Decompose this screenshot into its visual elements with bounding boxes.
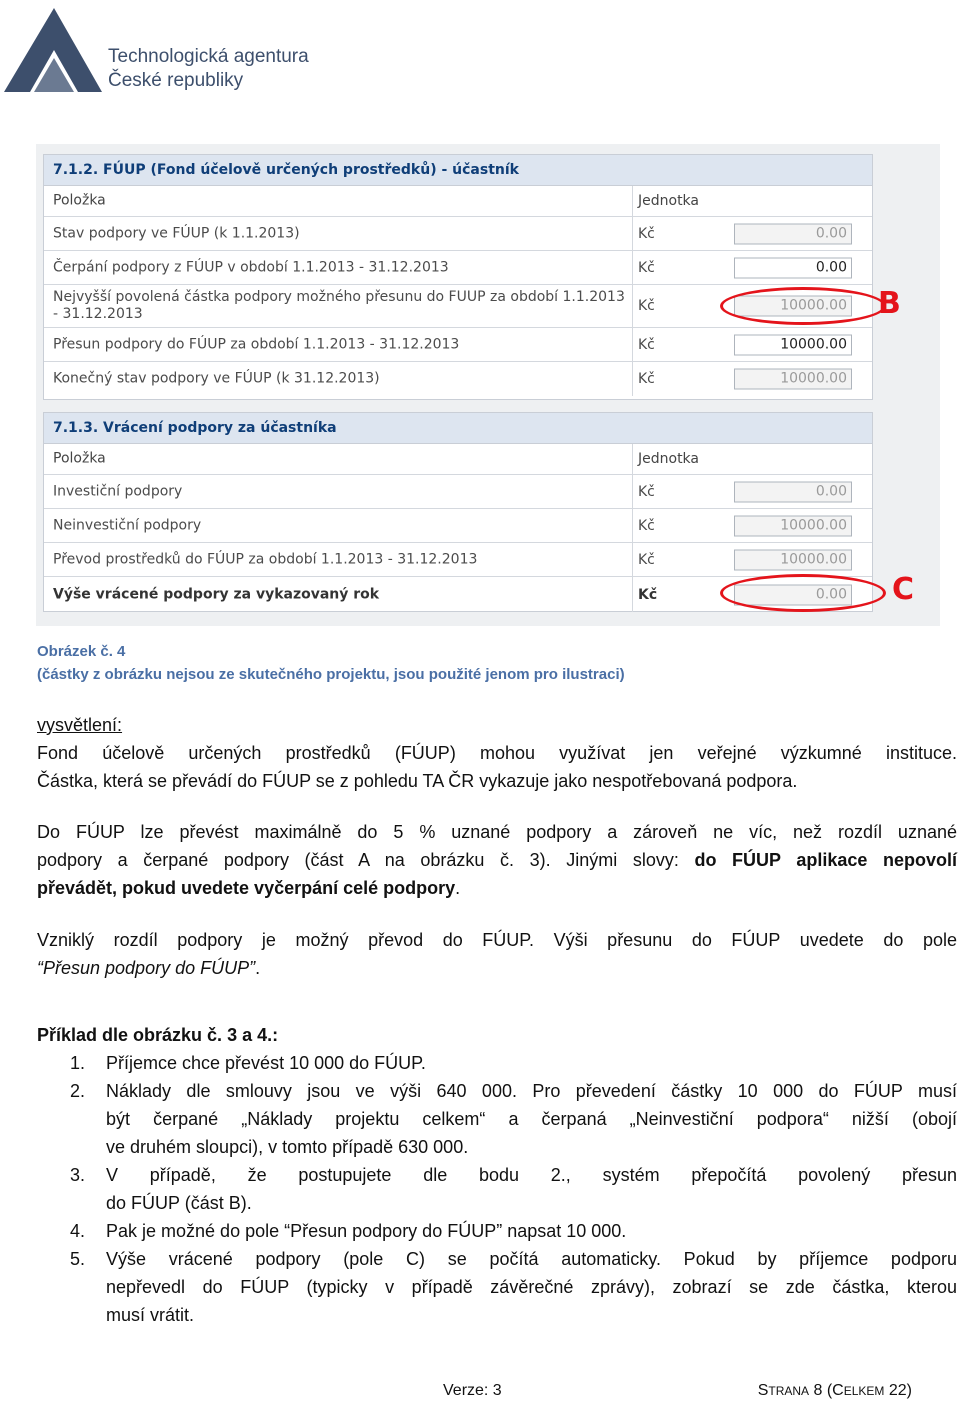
list-item — [37, 1245, 957, 1329]
list-line: být čerpané „Náklady projektu celkem“ a čerpaná „Neinvestiční podpora“ nižší (obojí — [106, 1109, 957, 1129]
list-line: do FÚUP (část B). — [106, 1193, 252, 1213]
footer-paren: ( — [826, 1382, 833, 1399]
vraceni-row — [44, 543, 872, 577]
explanation-p1-line2: Částka, která se převádí do FÚUP se z pohledu TA ČR vykazuje jako nespotřebovaná podpora. — [37, 771, 798, 791]
row-value-input[interactable]: 0.00 — [734, 257, 852, 278]
row-label: Stav podpory ve FÚUP (k 1.1.2013) — [53, 225, 300, 241]
row-unit: Kč — [632, 475, 728, 508]
row-label: Výše vrácené podpory za vykazovaný rok — [53, 586, 380, 602]
row-unit: Kč — [632, 217, 728, 250]
explanation-p1-line1: Fond účelově určených prostředků (FÚUP) mohou využívat jen veřejné výzkumné instituce. — [37, 743, 957, 763]
panel-fuup-title: 7.1.2. FÚUP (Fond účelově určených prostředků) - účastník — [44, 155, 872, 186]
form-screenshot — [36, 144, 940, 626]
fuup-row — [44, 251, 872, 285]
explanation-heading: vysvětlení: — [37, 715, 123, 735]
header-unit: Jednotka — [632, 186, 728, 216]
row-value-field: 10000.00 — [734, 515, 852, 536]
logo-triangle-icon — [4, 6, 104, 96]
example-list — [37, 1049, 957, 1329]
highlight-ring-c — [720, 574, 886, 612]
row-label: Neinvestiční podpory — [53, 517, 202, 533]
list-item — [37, 1077, 957, 1161]
fuup-row — [44, 362, 872, 396]
list-number: 3. — [70, 1165, 86, 1185]
vraceni-row — [44, 475, 872, 509]
row-unit: Kč — [632, 251, 728, 284]
row-unit: Kč — [632, 362, 728, 396]
row-label: Investiční podpory — [53, 483, 183, 499]
explanation-p2-line1: Do FÚUP lze převést maximálně do 5 % uznané podpory a zároveň ne víc, než rozdíl uznané — [37, 822, 957, 842]
list-number: 1. — [70, 1053, 86, 1073]
footer-page — [758, 1382, 912, 1400]
row-unit: Kč — [632, 577, 728, 612]
row-label: Čerpání podpory z FÚUP v období 1.1.2013 - 31.12.2013 — [53, 259, 449, 275]
list-item — [37, 1049, 957, 1077]
explanation-p3-period: . — [255, 958, 261, 978]
explanation-p2-period: . — [455, 878, 461, 898]
list-item — [37, 1161, 957, 1217]
list-number: 5. — [70, 1249, 86, 1269]
field-name-reference: “Přesun podpory do FÚUP” — [37, 958, 256, 978]
row-value-field: 10000.00 — [734, 549, 852, 570]
figure-caption-title: Obrázek č. 4 — [37, 643, 126, 660]
footer-total-number: 22) — [888, 1382, 912, 1399]
list-line: Pak je možné do pole “Přesun podpory do FÚUP” napsat 10 000. — [106, 1221, 627, 1241]
footer-page-initial: S — [757, 1382, 769, 1399]
footer-version: Verze: 3 — [443, 1382, 502, 1399]
header-label: Položka — [53, 450, 106, 467]
row-label: Převod prostředků do FÚUP za období 1.1.2013 - 31.12.2013 — [53, 551, 478, 567]
highlight-ring-b — [720, 287, 886, 325]
list-number: 4. — [70, 1221, 86, 1241]
row-unit: Kč — [632, 509, 728, 542]
header-label: Položka — [53, 192, 106, 209]
row-label: Nejvyšší povolená částka podpory možného přesunu do FUUP za období 1.1.2013 - 31.12.2013 — [53, 289, 625, 322]
logo-line-1: Technologická agentura — [108, 46, 309, 67]
explanation-p2-bold: do FÚUP aplikace nepovolí — [694, 850, 957, 870]
list-line: V případě, že postupujete dle bodu 2., systém přepočítá povolený přesun — [106, 1165, 957, 1185]
explanation-p3-line1: Vzniklý rozdíl podpory je možný převod do FÚUP. Výši přesunu do FÚUP uvedete do pole — [37, 930, 957, 950]
fuup-row — [44, 328, 872, 362]
figure-caption-note: (částky z obrázku nejsou ze skutečného projektu, jsou použité jenom pro ilustraci) — [37, 666, 625, 683]
row-unit: Kč — [632, 285, 728, 327]
marker-c: C — [892, 572, 915, 607]
header-unit: Jednotka — [632, 444, 728, 474]
list-line: nepřevedl do FÚUP (typicky v případě závěrečné zprávy), zobrazí se zde částka, kterou — [106, 1277, 957, 1297]
explanation-p2-text: podpory a čerpané podpory (část A na obrázku č. 3). Jinými slovy: — [37, 850, 695, 870]
marker-b: B — [878, 286, 901, 321]
row-value-field: 0.00 — [734, 584, 852, 605]
panel-vraceni-header — [44, 444, 872, 475]
panel-fuup — [43, 154, 873, 400]
row-value-field: 10000.00 — [734, 296, 852, 317]
row-value-field: 0.00 — [734, 223, 852, 244]
vraceni-row — [44, 509, 872, 543]
panel-vraceni-title: 7.1.3. Vrácení podpory za účastníka — [44, 413, 872, 444]
footer-total-initial: C — [832, 1382, 844, 1399]
row-value-field: 0.00 — [734, 481, 852, 502]
list-line: Náklady dle smlouvy jsou ve výši 640 000. Pro převedení částky 10 000 do FÚUP musí — [106, 1081, 957, 1101]
row-label: Přesun podpory do FÚUP za období 1.1.2013 - 31.12.2013 — [53, 336, 460, 352]
explanation-p2-line2 — [37, 846, 957, 874]
logo-line-2: České republiky — [108, 70, 244, 91]
list-item — [37, 1217, 957, 1245]
row-unit: Kč — [632, 328, 728, 361]
row-unit: Kč — [632, 543, 728, 576]
tacr-logo — [4, 6, 324, 96]
panel-fuup-header — [44, 186, 872, 217]
list-line: ve druhém sloupci), v tomto případě 630 000. — [106, 1137, 469, 1157]
explanation-p2-bold-end: převádět, pokud uvedete vyčerpání celé podpory — [37, 878, 456, 898]
explanation-p2-line3 — [37, 874, 957, 902]
fuup-row — [44, 217, 872, 251]
example-heading: Příklad dle obrázku č. 3 a 4.: — [37, 1025, 279, 1045]
list-number: 2. — [70, 1081, 86, 1101]
footer-page-word: TRANA — [768, 1384, 810, 1398]
footer-page-number: 8 — [813, 1382, 823, 1399]
list-line: Výše vrácené podpory (pole C) se počítá automaticky. Pokud by příjemce podporu — [106, 1249, 957, 1269]
row-value-input[interactable]: 10000.00 — [734, 334, 852, 355]
list-line: musí vrátit. — [106, 1305, 195, 1325]
footer-total-word: ELKEM — [843, 1384, 885, 1398]
row-label: Konečný stav podpory ve FÚUP (k 31.12.2013) — [53, 370, 380, 387]
list-line: Příjemce chce převést 10 000 do FÚUP. — [106, 1053, 426, 1073]
explanation-p3-line2 — [37, 954, 957, 982]
row-value-field: 10000.00 — [734, 369, 852, 390]
